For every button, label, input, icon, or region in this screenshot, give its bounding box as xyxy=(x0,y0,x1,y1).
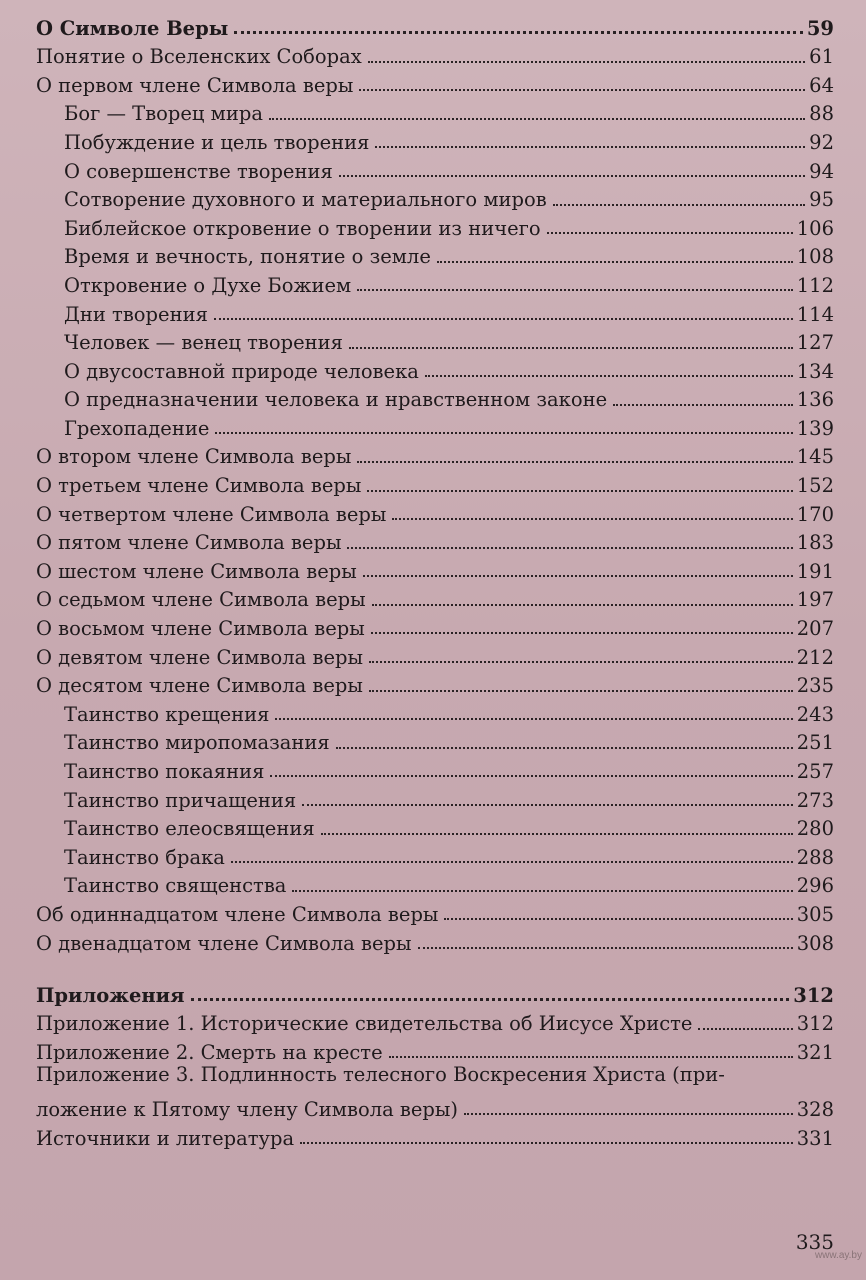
toc-entry xyxy=(36,555,834,584)
dot-leader xyxy=(444,918,792,920)
toc-entry-title: Понятие о Вселенских Соборах xyxy=(36,45,362,69)
toc-entry-title: О восьмом члене Символа веры xyxy=(36,617,365,641)
toc-entry-page: 273 xyxy=(796,788,834,812)
toc-entry-title: Приложение 1. Исторические свидетельства об Иисусе Христе xyxy=(36,1012,693,1036)
toc-entry-title: О совершенстве творения xyxy=(64,159,333,183)
dot-leader xyxy=(359,89,805,91)
toc-entry-page: 134 xyxy=(796,359,834,383)
toc-entry-page: 296 xyxy=(796,874,834,898)
toc-entry-title: Приложение 3. Подлинность телесного Воскресения Христа (при- xyxy=(36,1064,725,1087)
toc-entry xyxy=(36,10,834,40)
toc-entry xyxy=(36,40,834,69)
toc-entry-title: О пятом члене Символа веры xyxy=(36,531,342,555)
toc-entry-page: 145 xyxy=(796,445,834,469)
dot-leader xyxy=(372,604,793,606)
toc-entry-page: 280 xyxy=(796,817,834,841)
toc-entry-page: 331 xyxy=(796,1126,834,1150)
dot-leader xyxy=(425,375,793,377)
toc-entry-title: Таинство причащения xyxy=(64,788,297,812)
toc-entry-title: О втором члене Символа веры xyxy=(36,445,352,469)
toc-entry-title: Приложение 2. Смерть на кресте xyxy=(36,1040,383,1064)
toc-entry xyxy=(36,412,834,441)
toc-entry xyxy=(36,612,834,641)
toc-entry-page: 170 xyxy=(796,502,834,526)
dot-leader xyxy=(357,461,792,463)
toc-entry xyxy=(36,841,834,870)
toc-entry-title: Приложения xyxy=(36,983,185,1007)
toc-entry-page: 114 xyxy=(796,302,834,326)
dot-leader xyxy=(321,833,793,835)
dot-leader xyxy=(336,747,793,749)
toc-entry xyxy=(36,1064,834,1121)
dot-leader xyxy=(369,661,793,663)
page-number: 335 xyxy=(795,1230,834,1254)
toc-entry xyxy=(36,898,834,927)
toc-entry xyxy=(36,240,834,269)
toc-entry-page: 92 xyxy=(809,130,834,154)
toc-entry xyxy=(36,212,834,241)
dot-leader xyxy=(418,947,793,949)
toc-entry-title: Грехопадение xyxy=(64,416,210,440)
dot-leader xyxy=(368,61,805,63)
dot-leader xyxy=(371,632,793,634)
toc-entry xyxy=(36,498,834,527)
toc-entry xyxy=(36,869,834,898)
toc-entry-page: 191 xyxy=(796,559,834,583)
toc-entry-title: Таинство брака xyxy=(64,845,225,869)
toc-entry xyxy=(36,640,834,669)
dot-leader xyxy=(357,289,793,291)
toc-entry-page: 95 xyxy=(809,188,834,212)
toc-entry-title: Об одиннадцатом члене Символа веры xyxy=(36,902,439,926)
toc-entry-page: 59 xyxy=(806,16,834,40)
dot-leader xyxy=(275,718,792,720)
toc-entry-page: 64 xyxy=(809,73,834,97)
toc-entry-title: О первом члене Символа веры xyxy=(36,73,354,97)
dot-leader xyxy=(389,1056,793,1058)
dot-leader xyxy=(292,890,792,892)
toc-entry xyxy=(36,326,834,355)
toc-entry-title: О предназначении человека и нравственном законе xyxy=(64,388,608,412)
toc-entry-title: Таинство елеосвящения xyxy=(64,817,315,841)
toc-entry-title: Время и вечность, понятие о земле xyxy=(64,245,431,269)
toc-entry-page: 112 xyxy=(796,273,834,297)
toc-entry xyxy=(36,183,834,212)
toc-entry-title: ложение к Пятому члену Символа веры) xyxy=(36,1097,459,1121)
toc-entry xyxy=(36,69,834,98)
toc-entry xyxy=(36,926,834,955)
toc-entry-page: 288 xyxy=(796,845,834,869)
toc-entry xyxy=(36,812,834,841)
toc-entry xyxy=(36,97,834,126)
toc-entry-page: 108 xyxy=(796,245,834,269)
toc-entry-page: 312 xyxy=(793,983,834,1007)
toc-entry-title: Человек — венец творения xyxy=(64,331,343,355)
dot-leader xyxy=(363,575,793,577)
toc-entry xyxy=(36,154,834,183)
toc-entry xyxy=(36,126,834,155)
toc-entry xyxy=(36,1007,834,1036)
toc-entry-title: О третьем члене Символа веры xyxy=(36,474,362,498)
dot-leader xyxy=(302,804,793,806)
toc-entry-title: О седьмом члене Символа веры xyxy=(36,588,366,612)
toc-entry xyxy=(36,755,834,784)
toc-entry-page: 136 xyxy=(796,388,834,412)
toc-entry xyxy=(36,1121,834,1150)
toc-entry xyxy=(36,297,834,326)
dot-leader xyxy=(547,232,793,234)
table-of-contents xyxy=(36,10,834,1150)
toc-entry-page: 212 xyxy=(796,645,834,669)
dot-leader xyxy=(234,31,803,34)
toc-entry-page: 139 xyxy=(796,416,834,440)
dot-leader xyxy=(553,204,805,206)
toc-entry-page: 94 xyxy=(809,159,834,183)
toc-entry-title: Таинство покаяния xyxy=(64,760,265,784)
toc-entry-title: О шестом члене Символа веры xyxy=(36,559,357,583)
toc-entry-title: О двусоставной природе человека xyxy=(64,359,419,383)
toc-entry-page: 183 xyxy=(796,531,834,555)
toc-entry xyxy=(36,269,834,298)
toc-entry-page: 197 xyxy=(796,588,834,612)
toc-entry-page: 251 xyxy=(796,731,834,755)
toc-entry xyxy=(36,783,834,812)
dot-leader xyxy=(191,998,790,1001)
toc-entry-page: 305 xyxy=(796,902,834,926)
toc-entry-page: 321 xyxy=(796,1040,834,1064)
toc-entry-title: О двенадцатом члене Символа веры xyxy=(36,931,412,955)
toc-entry xyxy=(36,977,834,1007)
toc-entry-title: О Символе Веры xyxy=(36,16,229,40)
toc-entry-page: 207 xyxy=(796,617,834,641)
toc-entry-page: 308 xyxy=(796,931,834,955)
watermark: www.ay.by xyxy=(814,1250,862,1261)
dot-leader xyxy=(347,547,792,549)
toc-entry-page: 152 xyxy=(796,474,834,498)
toc-entry-title: Побуждение и цель творения xyxy=(64,130,370,154)
toc-entry xyxy=(36,669,834,698)
toc-entry-title: О десятом члене Символа веры xyxy=(36,674,363,698)
dot-leader xyxy=(437,261,793,263)
toc-entry xyxy=(36,726,834,755)
dot-leader xyxy=(215,432,792,434)
toc-entry-page: 243 xyxy=(796,702,834,726)
toc-entry xyxy=(36,440,834,469)
toc-entry-title: О четвертом члене Символа веры xyxy=(36,502,387,526)
toc-entry xyxy=(36,526,834,555)
toc-entry-page: 328 xyxy=(796,1097,834,1121)
toc-entry-title: Бог — Творец мира xyxy=(64,102,263,126)
toc-entry-page: 257 xyxy=(796,760,834,784)
toc-entry-title: Таинство миропомазания xyxy=(64,731,330,755)
dot-leader xyxy=(269,118,805,120)
toc-entry-title: Библейское откровение о творении из ничего xyxy=(64,216,541,240)
toc-entry xyxy=(36,1036,834,1065)
toc-entry xyxy=(36,698,834,727)
toc-entry-title: Таинство священства xyxy=(64,874,287,898)
toc-entry-title: Откровение о Духе Божием xyxy=(64,273,352,297)
dot-leader xyxy=(367,490,792,492)
toc-entry-page: 88 xyxy=(809,102,834,126)
toc-entry-title: Таинство крещения xyxy=(64,702,270,726)
toc-entry-page: 127 xyxy=(796,331,834,355)
toc-entry xyxy=(36,583,834,612)
toc-entry xyxy=(36,355,834,384)
dot-leader xyxy=(392,518,792,520)
toc-entry xyxy=(36,469,834,498)
dot-leader xyxy=(270,775,792,777)
dot-leader xyxy=(375,146,805,148)
toc-entry-title: Источники и литература xyxy=(36,1126,295,1150)
toc-entry-page: 235 xyxy=(796,674,834,698)
dot-leader xyxy=(464,1113,793,1115)
dot-leader xyxy=(349,347,793,349)
toc-entry-page: 312 xyxy=(796,1012,834,1036)
toc-entry-title: О девятом члене Символа веры xyxy=(36,645,363,669)
toc-entry xyxy=(36,383,834,412)
dot-leader xyxy=(300,1142,793,1144)
toc-entry-title: Сотворение духовного и материального миров xyxy=(64,188,547,212)
toc-entry-title: Дни творения xyxy=(64,302,208,326)
toc-entry-page: 61 xyxy=(809,45,834,69)
dot-leader xyxy=(613,404,793,406)
dot-leader xyxy=(698,1028,792,1030)
dot-leader xyxy=(369,690,793,692)
dot-leader xyxy=(231,861,793,863)
dot-leader xyxy=(214,318,793,320)
dot-leader xyxy=(339,175,805,177)
toc-entry-page: 106 xyxy=(796,216,834,240)
